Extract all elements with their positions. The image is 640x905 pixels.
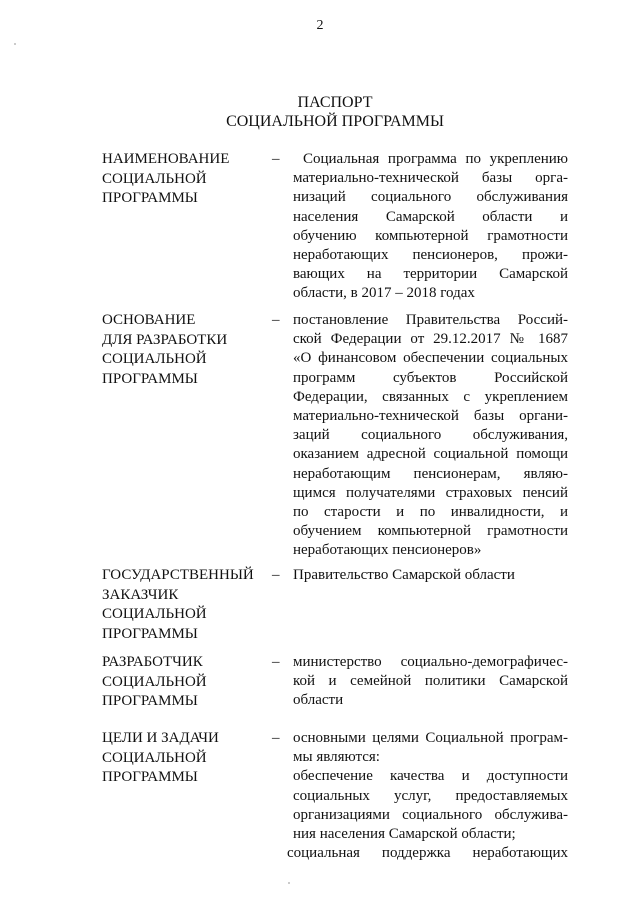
label-line: ПРОГРАММЫ [102,625,198,642]
label-line: РАЗРАБОТЧИК [102,654,203,670]
scan-speck [14,43,16,45]
value-line: материально-технической базы орга- [293,170,568,187]
value-line: неработающим пенсионерам, являю- [293,465,568,482]
section-label [102,653,262,712]
section-label [102,729,262,788]
section-label [102,566,262,644]
section-label [102,311,262,389]
label-line: ПРОГРАММЫ [102,370,198,387]
label-line: ЦЕЛИ И ЗАДАЧИ [102,730,219,746]
dash-separator: – [272,654,280,670]
dash-separator: – [272,730,280,746]
value-line: Федерации, связанных с укреплением [293,388,568,405]
label-line: ГОСУДАРСТВЕННЫЙ [102,567,254,583]
value-line: обучению компьютерной грамотности [293,227,568,244]
dash-separator: – [272,567,280,583]
value-line: социальных услуг, предоставляемых [293,787,568,804]
value-line: обеспечение качества и доступности [293,768,568,785]
label-line: ОСНОВАНИЕ [102,312,196,328]
title-line-2: СОЦИАЛЬНОЙ ПРОГРАММЫ [226,113,444,130]
label-line: ЗАКАЗЧИК [102,586,179,603]
value-line: населения Самарской области и [293,208,568,225]
label-line: СОЦИАЛЬНОЙ [102,749,207,766]
value-line: министерство социально-демографичес- [293,654,568,670]
label-line: ПРОГРАММЫ [102,769,198,785]
section-value [287,729,568,863]
value-line: области, в 2017 – 2018 годах [293,285,475,302]
value-line: «О финансовом обеспечении социальных [293,350,568,367]
value-line: социальная поддержка неработающих [287,845,568,862]
section-label [102,150,262,209]
label-line: НАИМЕНОВАНИЕ [102,151,230,167]
value-line: вающих на территории Самарской [293,266,568,283]
dash-separator: – [272,312,280,328]
value-line: неработающих пенсионеров» [293,542,482,559]
value-line: щимся получателями страховых пенсий [293,484,568,501]
value-line: материально-технической базы органи- [293,408,568,425]
section-value [293,311,568,561]
value-line: основными целями Социальной програм- [293,730,568,746]
value-line: ской Федерации от 29.12.2017 № 1687 [293,331,568,348]
section-value [293,150,568,304]
value-line: организациями социального обслужива- [293,806,568,823]
scan-speck [288,882,290,884]
value-line: кой и семейной политики Самарской [293,673,568,690]
label-line: СОЦИАЛЬНОЙ [102,606,207,622]
value-line: оказанием адресной социальной помощи [293,446,568,463]
value-line: низаций социального обслуживания [293,189,568,206]
title-line-1: ПАСПОРТ [297,94,373,111]
value-line: мы являются: [293,749,380,766]
label-line: ПРОГРАММЫ [102,190,198,206]
document-title [0,93,640,131]
page-number: 2 [316,18,324,33]
value-line: обучением компьютерной грамотности [293,523,568,540]
section-value [293,653,568,711]
value-line: по старости и по инвалидности, и [293,504,568,521]
value-line: программ субъектов Российской [293,369,568,386]
label-line: СОЦИАЛЬНОЙ [102,351,207,367]
value-line: области [293,692,344,709]
label-line: ДЛЯ РАЗРАБОТКИ [102,331,228,348]
value-line: ния населения Самарской области; [293,826,516,843]
dash-separator: – [272,151,280,167]
value-line: неработающих пенсионеров, прожи- [293,247,568,264]
section-value [293,566,568,585]
label-line: ПРОГРАММЫ [102,693,198,709]
value-line: Социальная программа по укреплению [303,151,568,167]
label-line: СОЦИАЛЬНОЙ [102,170,207,187]
label-line: СОЦИАЛЬНОЙ [102,673,207,690]
value-line: постановление Правительства Россий- [293,312,568,328]
value-line: заций социального обслуживания, [293,427,568,444]
value-line: Правительство Самарской области [293,567,515,583]
